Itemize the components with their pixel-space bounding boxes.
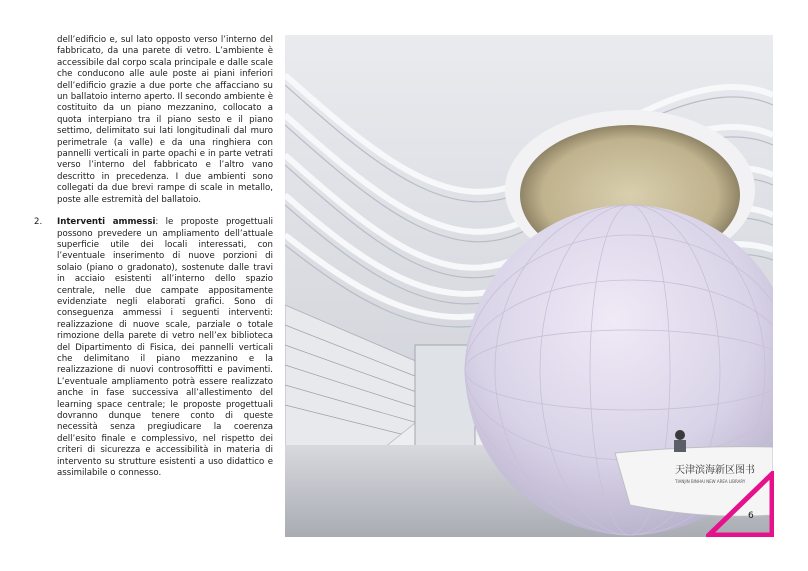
list-item-title: Interventi ammessi [57, 217, 156, 228]
desk-sign-chinese: 天津滨海新区图书 [675, 465, 755, 476]
list-item-body: : le proposte progettuali possono prevedere un ampliamento dell’attuale superficie utile dei locali interessati, con l’eventuale inserimento di nuove porzioni di solaio (piano o gradonato), sostenute dalle travi in acciaio esistenti all’interno dello spazio centrale, nelle due campate appositamente evidenziate negli elaborati grafici. Sono di conseguenza ammessi i seguenti interventi: realizzazione di nuove scale, parziale o totale rimozione della parete di vetro nell’ex biblioteca del Dipartimento di Fisica, dei pannelli verticali che delimitano il piano mezzanino e la realizzazione di nuovi controsoffitti e pavimenti. L’eventuale ampliamento potrà essere realizzato anche in fase successiva all’allestimento del learning space centrale; le proposte progettuali dovranno dunque tenere conto di queste necessità senza pregiudicare la coerenza dell’esito finale e complessivo, nel rispetto dei criteri di sicurezza e accessibilità in materia di intervento su strutture esistenti a uso didattico e assimilabile o connesso. [57, 217, 273, 479]
library-illustration [285, 35, 773, 537]
desk-sign-english: TIANJIN BINHAI NEW AREA LIBRARY [675, 479, 746, 484]
body-text-column [34, 35, 273, 479]
list-item-number: 2. [34, 217, 43, 228]
corner-triangle-mark [706, 471, 774, 537]
library-photo [285, 35, 773, 537]
list-item-2 [34, 217, 273, 479]
paragraph-continued: dell’edificio e, sul lato opposto verso l’interno del fabbricato, da una parete di vetro. L’ambiente è accessibile dal corpo scala principale e dalle scale che conducono alle aule poste ai piani inferiori dell’edificio grazie a due porte che affacciano su un ballatoio interno aperto. Il secondo ambiente è costituito da un piano mezzanino, collocato a quota interpiano tra il piano sesto e il piano settimo, delimitato sui lati longitudinali dal muro perimetrale (a valle) e da una ringhiera con pannelli verticali in parte opachi e in parte vetrati verso l’interno del fabbricato e l’altro vano descritto in precedenza. I due ambienti sono collegati da due brevi rampe di scale in metallo, poste alle estremità del ballatoio. [57, 35, 273, 205]
page-number: 6 [748, 511, 754, 521]
